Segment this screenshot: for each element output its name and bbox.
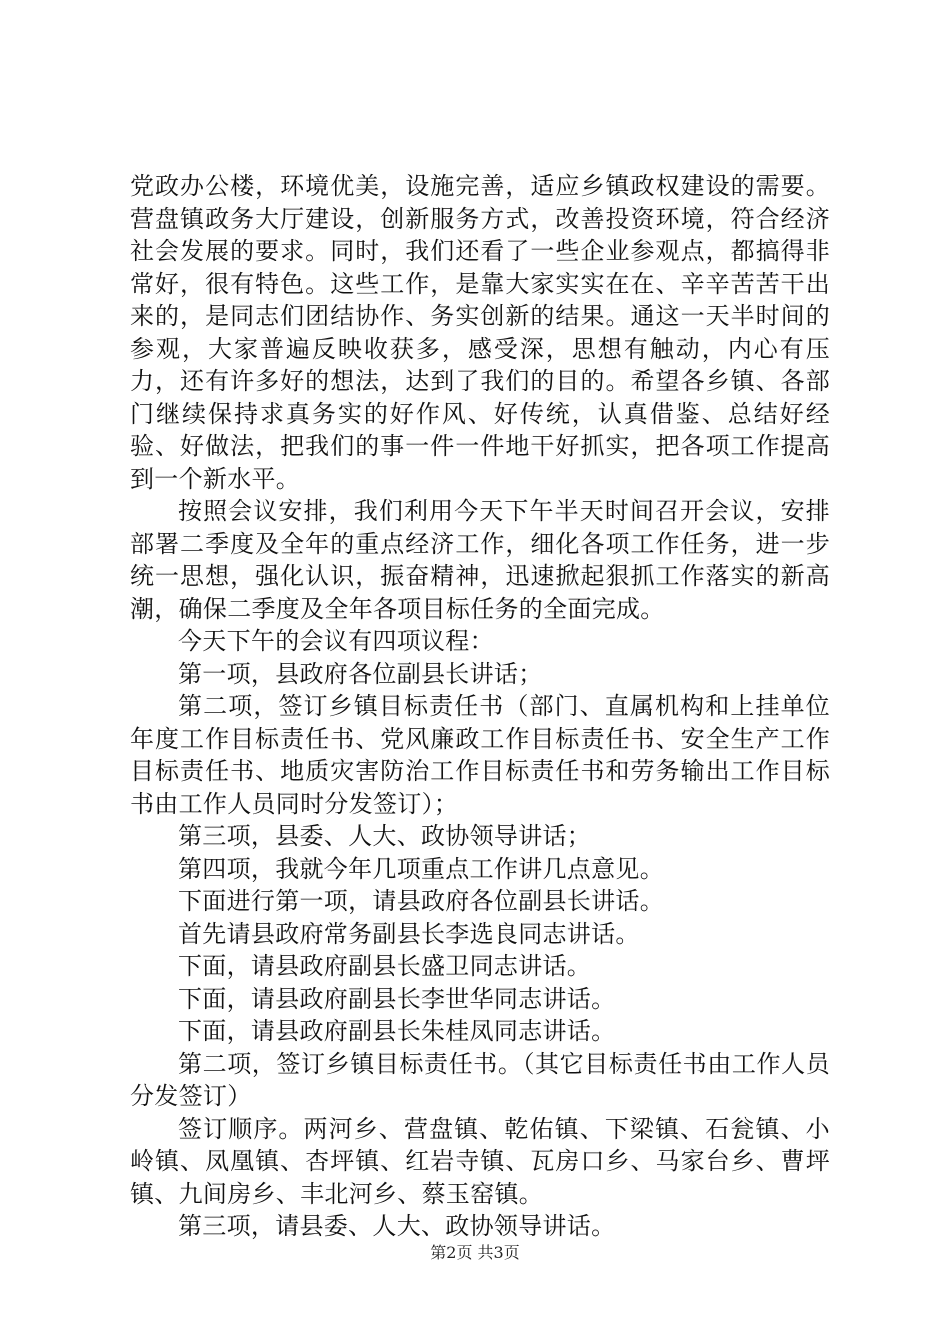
paragraph-item-3-start: 第三项，请县委、人大、政协领导讲话。: [178, 1212, 616, 1240]
paragraph-speaker-1: 首先请县政府常务副县长李选良同志讲话。: [178, 919, 640, 948]
agenda-item-2: 第二项，签订乡镇目标责任书（部门、直属机构和上挂单位年度工作目标责任书、党风廉政工作目标责任书、安全生产工作目标责任书、地质灾害防治工作目标责任书和劳务输出工作目标书由工作人员同时分发签订）；: [130, 692, 830, 818]
document-body: [130, 170, 830, 1243]
agenda-item-1: 第一项，县政府各位副县长讲话；: [178, 659, 543, 688]
paragraph-speaker-4: 下面，请县政府副县长朱桂凤同志讲话。: [178, 1017, 616, 1045]
paragraph-speaker-3: 下面，请县政府副县长李世华同志讲话。: [178, 984, 616, 1013]
paragraph-agenda-intro: 今天下午的会议有四项议程：: [178, 627, 494, 655]
paragraph-continuation: 党政办公楼，环境优美，设施完善，适应乡镇政权建设的需要。营盘镇政务大厅建设，创新服务方式，改善投资环境，符合经济社会发展的要求。同时，我们还看了一些企业参观点，都搞得非常好，很有特色。这些工作，是靠大家实实在在、辛辛苦苦干出来的，是同志们团结协作、务实创新的结果。通这一天半时间的参观，大家普遍反映收获多，感受深，思想有触动，内心有压力，还有许多好的想法，达到了我们的目的。希望各乡镇、各部门继续保持求真务实的好作风、好传统，认真借鉴、总结好经验、好做法，把我们的事一件一件地干好抓实，把各项工作提高到一个新水平。: [130, 172, 830, 493]
agenda-item-3: 第三项，县委、人大、政协领导讲话；: [178, 822, 592, 850]
paragraph-item-2-start: 第二项，签订乡镇目标责任书。（其它目标责任书由工作人员分发签订）: [130, 1049, 830, 1110]
page-number-label: 第2页 共3页: [430, 1243, 520, 1262]
agenda-item-4: 第四项，我就今年几项重点工作讲几点意见。: [178, 854, 664, 883]
page-footer: [0, 1243, 950, 1263]
paragraph-meeting-arrangement: 按照会议安排，我们利用今天下午半天时间召开会议，安排部署二季度及全年的重点经济工作，细化各项工作任务，进一步统一思想，强化认识，振奋精神，迅速掀起狠抓工作落实的新高潮，确保二季度及全年各项目标任务的全面完成。: [130, 497, 830, 623]
paragraph-item-1-start: 下面进行第一项，请县政府各位副县长讲话。: [178, 887, 664, 915]
paragraph-signing-order: 签订顺序。两河乡、营盘镇、乾佑镇、下梁镇、石瓮镇、小岭镇、凤凰镇、杏坪镇、红岩寺镇、瓦房口乡、马家台乡、曹坪镇、九间房乡、丰北河乡、蔡玉窑镇。: [130, 1114, 830, 1208]
paragraph-speaker-2: 下面，请县政府副县长盛卫同志讲话。: [178, 952, 592, 980]
